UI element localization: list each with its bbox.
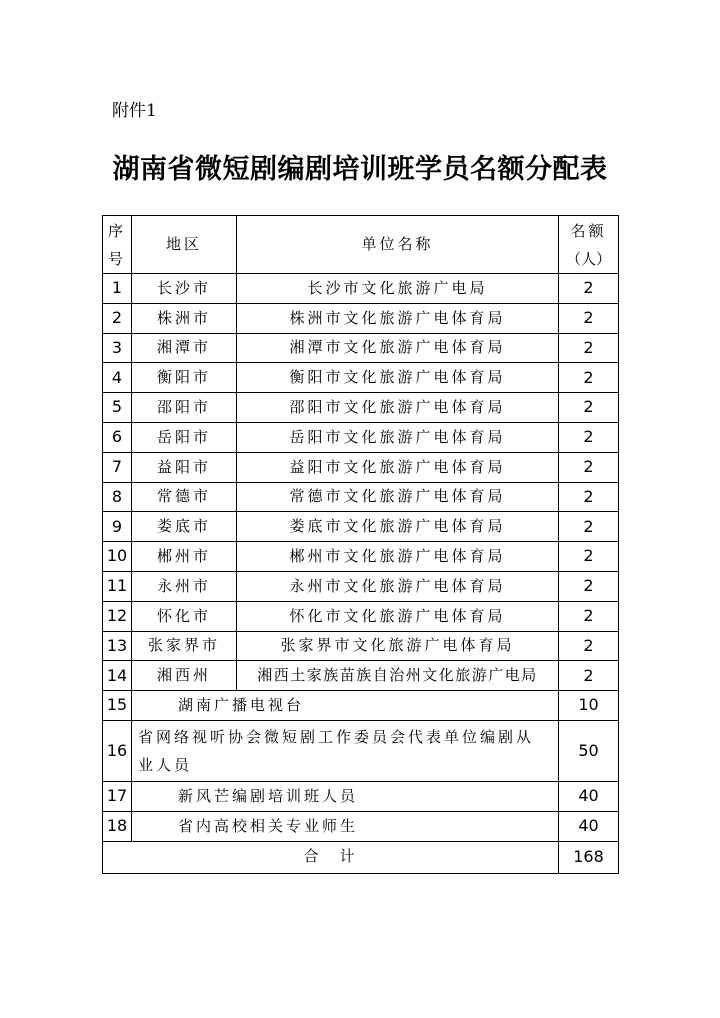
row-quota: 2 [559,542,619,572]
table-row [103,571,619,601]
table-row [103,452,619,482]
row-no: 9 [103,512,132,542]
table-row [103,512,619,542]
row-unit: 省内高校相关专业师生 [132,811,559,841]
row-unit: 怀化市文化旅游广电体育局 [237,601,559,631]
row-no: 1 [103,274,132,304]
row-unit [132,720,559,781]
row-region: 长沙市 [132,274,237,304]
row-quota: 2 [559,631,619,661]
row-unit-line1: 省网络视听协会微短剧工作委员会代表单位编剧从 [138,727,535,746]
table-row [103,811,619,841]
row-no: 10 [103,542,132,572]
row-no: 3 [103,333,132,363]
row-quota: 2 [559,274,619,304]
row-quota: 2 [559,452,619,482]
header-seq [103,216,132,274]
row-quota: 2 [559,661,619,691]
row-no: 6 [103,422,132,452]
header-quota [559,216,619,274]
row-region: 湘潭市 [132,333,237,363]
table-row [103,274,619,304]
row-unit: 新风芒编剧培训班人员 [132,781,559,811]
header-seq-line1: 序 [107,221,126,240]
header-row [103,216,619,274]
row-region: 永州市 [132,571,237,601]
row-unit: 永州市文化旅游广电体育局 [237,571,559,601]
row-no: 5 [103,393,132,423]
table-row [103,781,619,811]
row-no: 8 [103,482,132,512]
row-no: 12 [103,601,132,631]
row-region: 张家界市 [132,631,237,661]
row-region: 娄底市 [132,512,237,542]
row-quota: 2 [559,303,619,333]
total-label: 合 计 [103,841,559,873]
row-region: 邵阳市 [132,393,237,423]
total-value: 168 [559,841,619,873]
row-no: 15 [103,691,132,721]
table-row [103,542,619,572]
table-row [103,720,619,781]
table-row [103,661,619,691]
row-unit: 湘潭市文化旅游广电体育局 [237,333,559,363]
row-unit: 株洲市文化旅游广电体育局 [237,303,559,333]
row-region: 郴州市 [132,542,237,572]
table-row [103,691,619,721]
header-quota-line1: 名额 [570,221,607,240]
row-quota: 10 [559,691,619,721]
page-title: 湖南省微短剧编剧培训班学员名额分配表 [112,154,608,185]
row-no: 7 [103,452,132,482]
header-unit: 单位名称 [237,216,559,274]
attachment-label: 附件1 [112,101,157,121]
row-unit: 郴州市文化旅游广电体育局 [237,542,559,572]
table-row [103,363,619,393]
table-row [103,601,619,631]
row-quota: 40 [559,781,619,811]
table-row [103,303,619,333]
row-quota: 2 [559,512,619,542]
row-quota: 2 [559,333,619,363]
row-unit: 湖南广播电视台 [132,691,559,721]
row-region: 衡阳市 [132,363,237,393]
row-unit: 湘西土家族苗族自治州文化旅游广电局 [237,661,559,691]
row-region: 岳阳市 [132,422,237,452]
row-quota: 2 [559,363,619,393]
row-region: 株洲市 [132,303,237,333]
row-no: 18 [103,811,132,841]
row-no: 14 [103,661,132,691]
row-quota: 2 [559,571,619,601]
header-quota-line2: （人） [565,249,611,268]
row-unit: 邵阳市文化旅游广电体育局 [237,393,559,423]
row-quota: 2 [559,422,619,452]
row-unit: 娄底市文化旅游广电体育局 [237,512,559,542]
row-region: 怀化市 [132,601,237,631]
header-region: 地区 [132,216,237,274]
row-no: 2 [103,303,132,333]
row-no: 13 [103,631,132,661]
table-row [103,333,619,363]
row-region: 湘西州 [132,661,237,691]
row-quota: 2 [559,482,619,512]
row-region: 益阳市 [132,452,237,482]
table-row [103,631,619,661]
row-quota: 50 [559,720,619,781]
header-seq-line2: 号 [107,249,126,268]
row-no: 4 [103,363,132,393]
table-row [103,393,619,423]
table-row [103,422,619,452]
row-unit-line2: 业人员 [138,755,193,774]
row-unit: 衡阳市文化旅游广电体育局 [237,363,559,393]
row-unit: 岳阳市文化旅游广电体育局 [237,422,559,452]
row-unit: 常德市文化旅游广电体育局 [237,482,559,512]
row-quota: 40 [559,811,619,841]
table-row [103,482,619,512]
quota-table [102,215,619,874]
total-row [103,841,619,873]
row-quota: 2 [559,393,619,423]
row-no: 17 [103,781,132,811]
row-no: 11 [103,571,132,601]
row-unit: 益阳市文化旅游广电体育局 [237,452,559,482]
row-region: 常德市 [132,482,237,512]
row-unit: 张家界市文化旅游广电体育局 [237,631,559,661]
row-unit: 长沙市文化旅游广电局 [237,274,559,304]
row-no: 16 [103,720,132,781]
row-quota: 2 [559,601,619,631]
